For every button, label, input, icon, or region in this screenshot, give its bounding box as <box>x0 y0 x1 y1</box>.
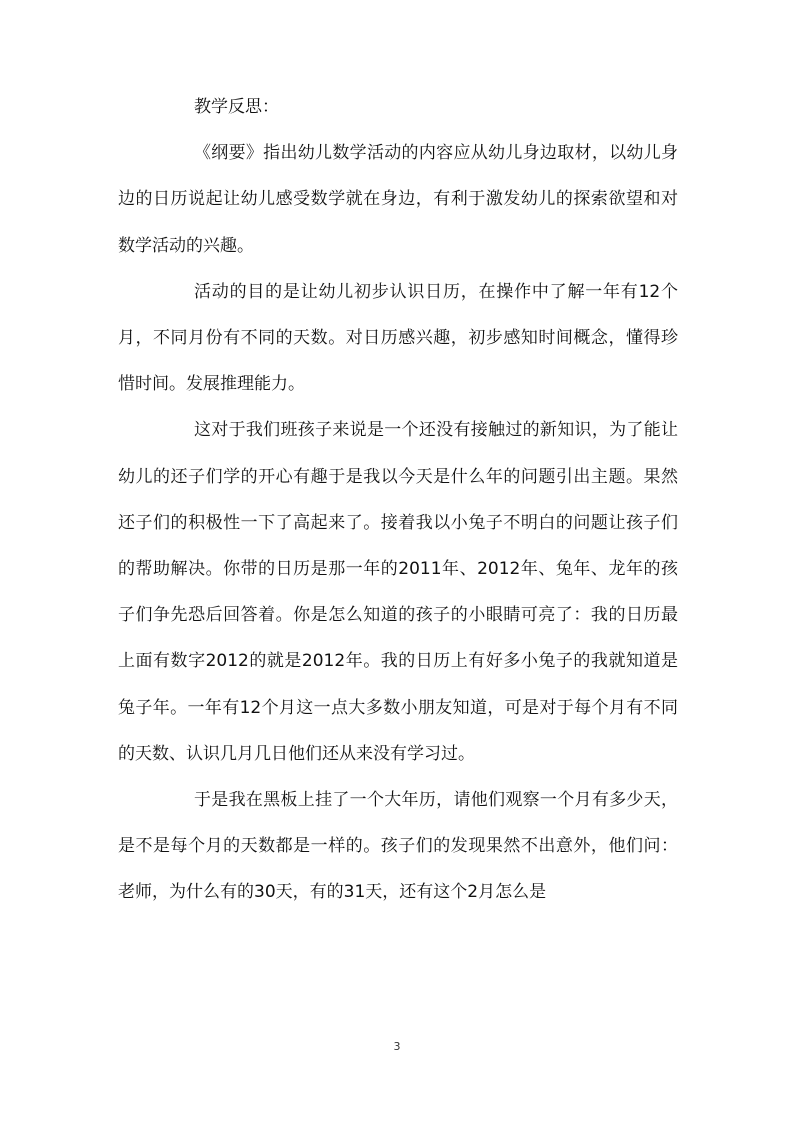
paragraph-3: 这对于我们班孩子来说是一个还没有接触过的新知识，为了能让幼儿的还子们学的开心有趣于是我以今天是什么年的问题引出主题。果然还子们的积极性一下了高起来了。接着我以小兔子不明白的问题让孩子们的帮助解决。你带的日历是那一年的2011年、2012年、兔年、龙年的孩子们争先恐后回答着。你是怎么知道的孩子的小眼睛可亮了：我的日历最上面有数字2012的就是2012年。我的日历上有好多小兔子的我就知道是兔子年。一年有12个月这一点大多数小朋友知道，可是对于每个月有不同的天数、认识几月几日他们还从来没有学习过。 <box>118 420 678 764</box>
paragraph-4: 于是我在黑板上挂了一个大年历，请他们观察一个月有多少天，是不是每个月的天数都是一样的。孩子们的发现果然不出意外，他们问：老师，为什么有的30天，有的31天，还有这个2月怎么是 <box>118 790 678 903</box>
paragraph-2: 活动的目的是让幼儿初步认识日历，在操作中了解一年有12个月，不同月份有不同的天数。对日历感兴趣，初步感知时间概念，懂得珍惜时间。发展推理能力。 <box>118 281 678 395</box>
page-number: 3 <box>393 1040 401 1053</box>
body-text <box>118 84 678 916</box>
section-heading: 教学反思： <box>194 97 279 117</box>
paragraph-1: 《纲要》指出幼儿数学活动的内容应从幼儿身边取材，以幼儿身边的日历说起让幼儿感受数学就在身边，有利于激发幼儿的探索欲望和对数学活动的兴趣。 <box>118 143 678 256</box>
